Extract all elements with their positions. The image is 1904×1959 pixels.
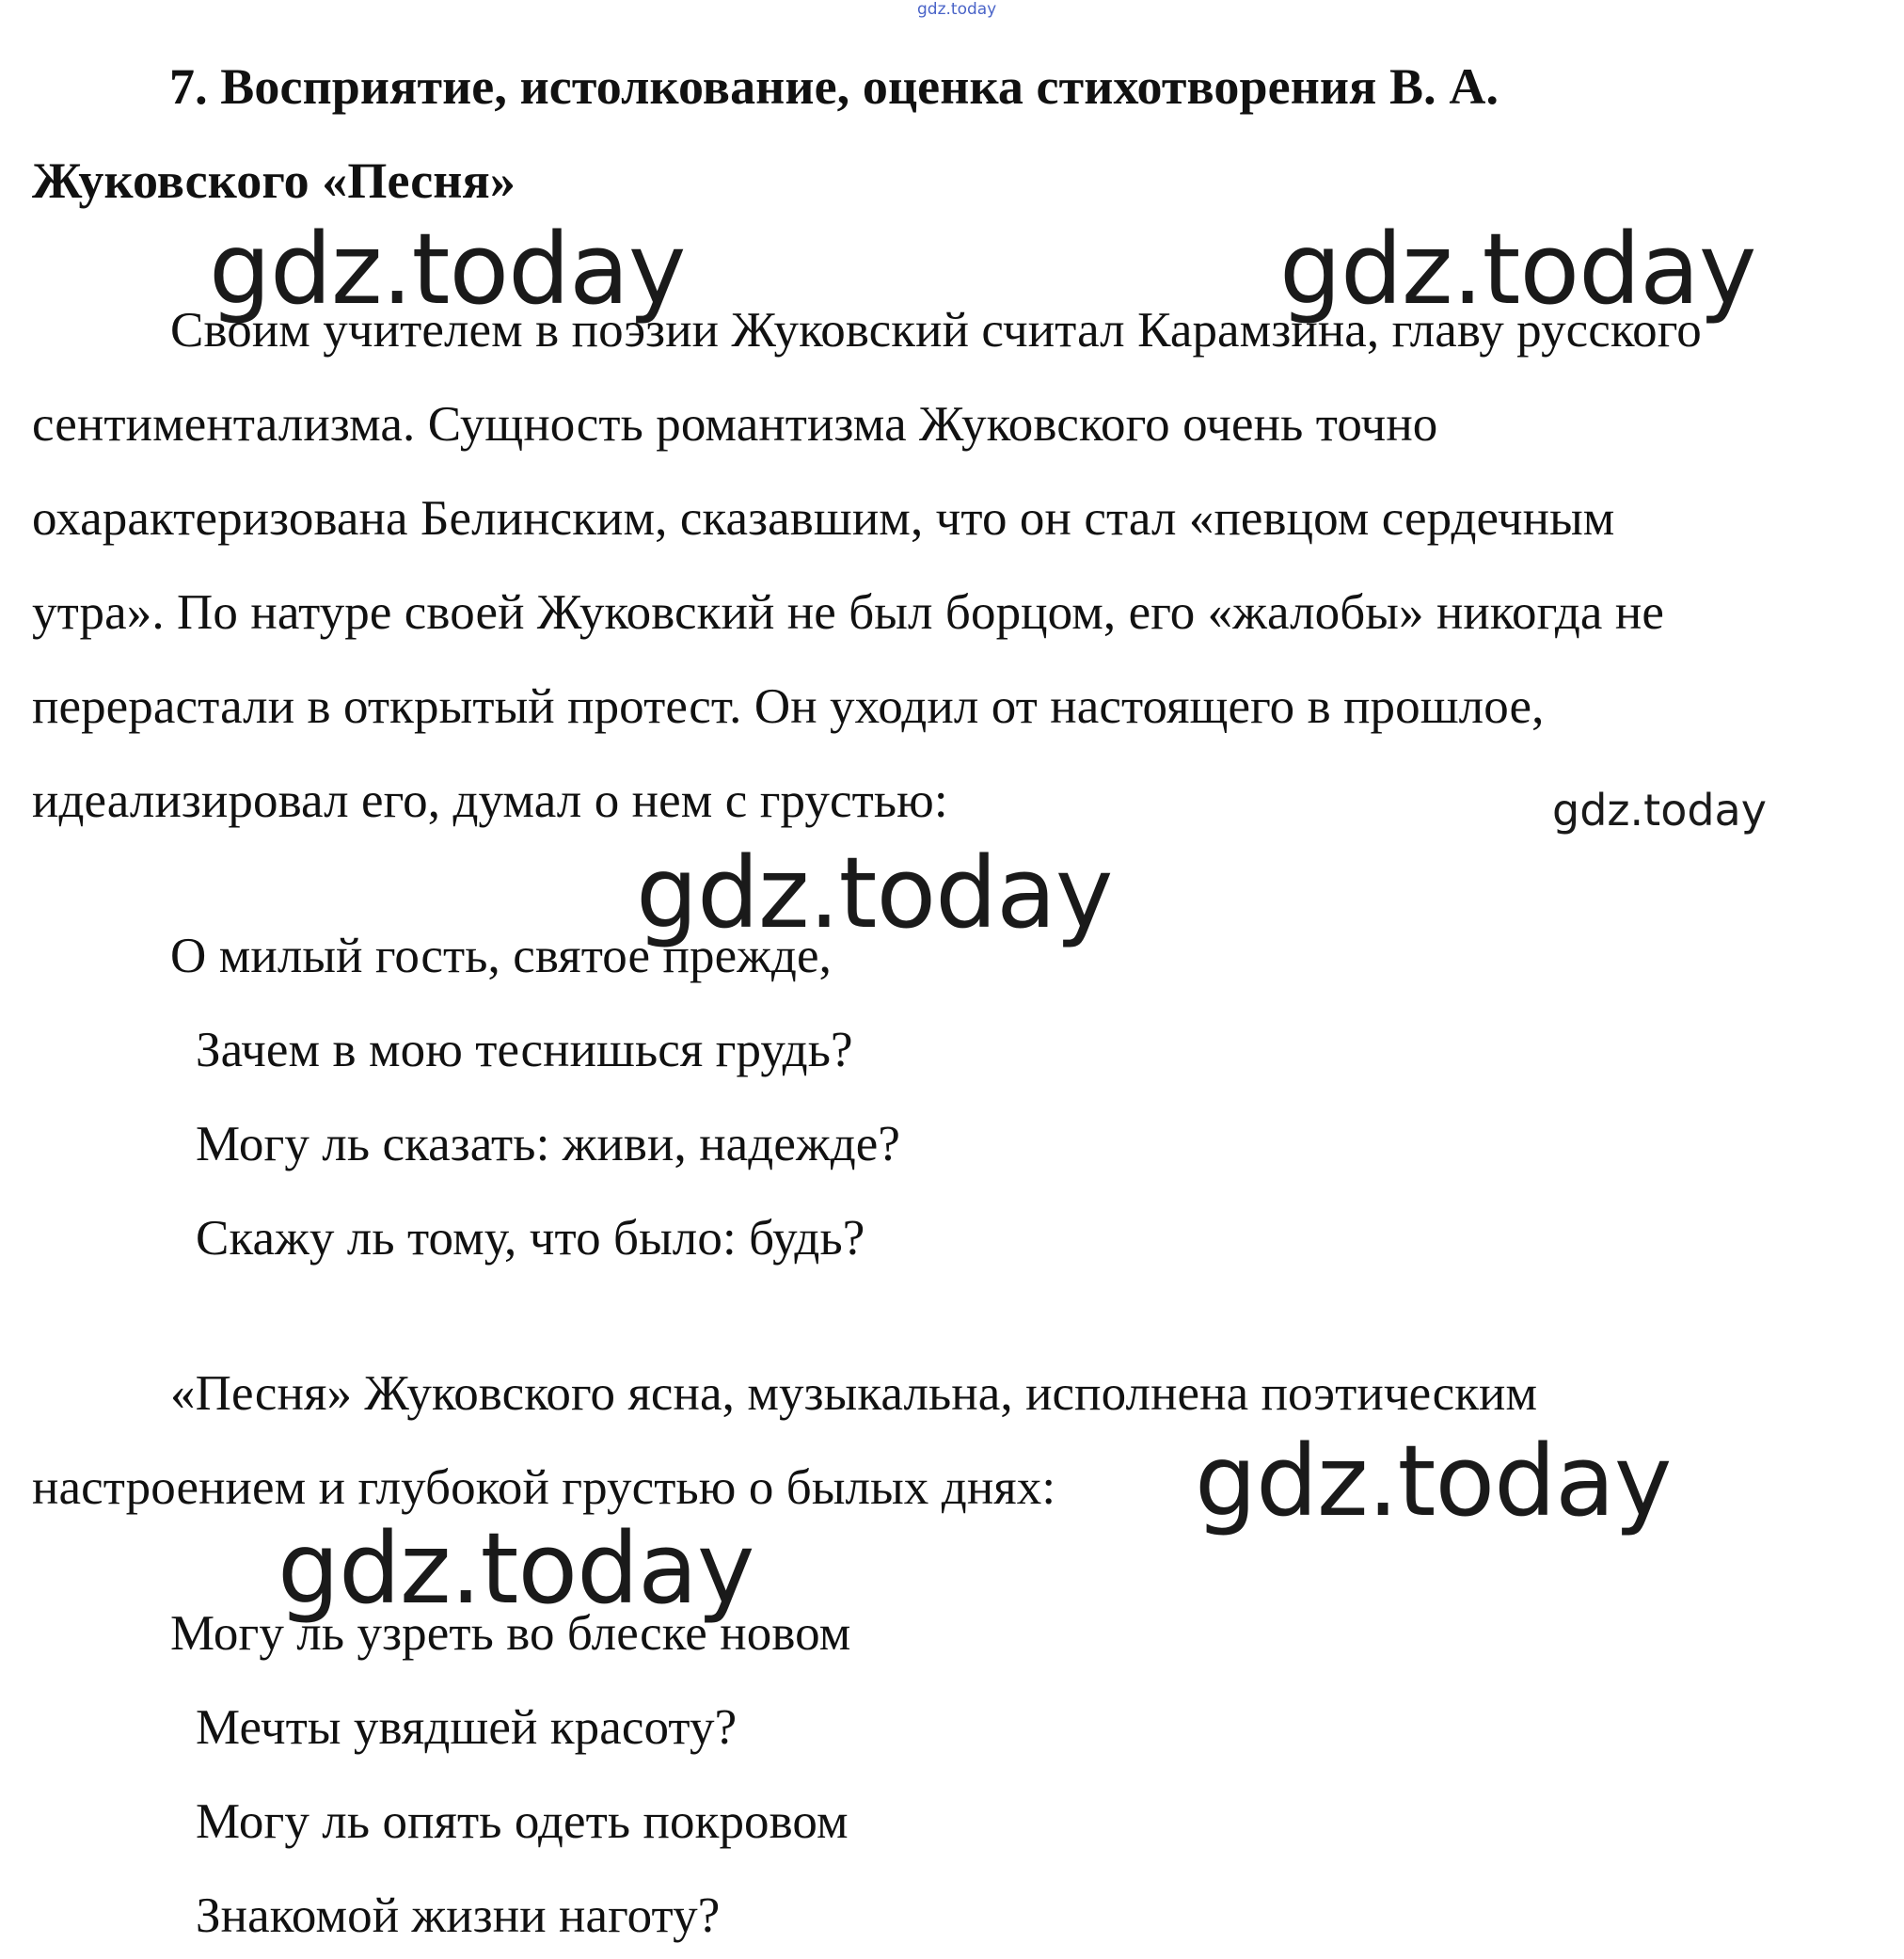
poem-1-line: О милый гость, святое прежде,	[170, 929, 832, 983]
watermark: gdz.today	[209, 212, 686, 326]
paragraph-2-line: «Песня» Жуковского ясна, музыкальна, исполнена поэтическим	[170, 1366, 1538, 1421]
paragraph-1-line: идеализировал его, думал о нем с грустью:	[32, 773, 948, 828]
watermark-small: gdz.today	[1552, 785, 1767, 836]
poem-1-line: Могу ль сказать: живи, надежде?	[196, 1117, 901, 1171]
paragraph-1-line: Своим учителем в поэзии Жуковский считал Карамзина, главу русского	[170, 303, 1702, 358]
watermark: gdz.today	[1279, 212, 1756, 326]
paragraph-1-line: сентиментализма. Сущность романтизма Жуковского очень точно	[32, 397, 1438, 452]
poem-2-line: Могу ль узреть во блеске новом	[170, 1606, 851, 1661]
paragraph-1-line: перерастали в открытый протест. Он уходил от настоящего в прошлое,	[32, 679, 1545, 734]
watermark-top-small: gdz.today	[917, 0, 997, 19]
watermark: gdz.today	[278, 1511, 754, 1626]
poem-1-line: Скажу ль тому, что было: будь?	[196, 1211, 865, 1266]
poem-2-line: Могу ль опять одеть покровом	[196, 1794, 849, 1849]
heading-line-2: Жуковского «Песня»	[32, 152, 516, 209]
paragraph-1-line: утра». По натуре своей Жуковский не был борцом, его «жалобы» никогда не	[32, 585, 1664, 640]
poem-2-line: Мечты увядшей красоту?	[196, 1700, 738, 1755]
heading-line-1: 7. Восприятие, истолкование, оценка стихотворения В. А.	[169, 58, 1499, 115]
poem-1-line: Зачем в мою теснишься грудь?	[196, 1023, 853, 1077]
watermark: gdz.today	[1195, 1424, 1672, 1538]
paragraph-1-line: охарактеризована Белинским, сказавшим, что он стал «певцом сердечным	[32, 491, 1615, 546]
watermark: gdz.today	[636, 836, 1113, 950]
poem-2-line: Знакомой жизни наготу?	[196, 1888, 721, 1943]
paragraph-2-line: настроением и глубокой грустью о былых днях:	[32, 1460, 1056, 1515]
